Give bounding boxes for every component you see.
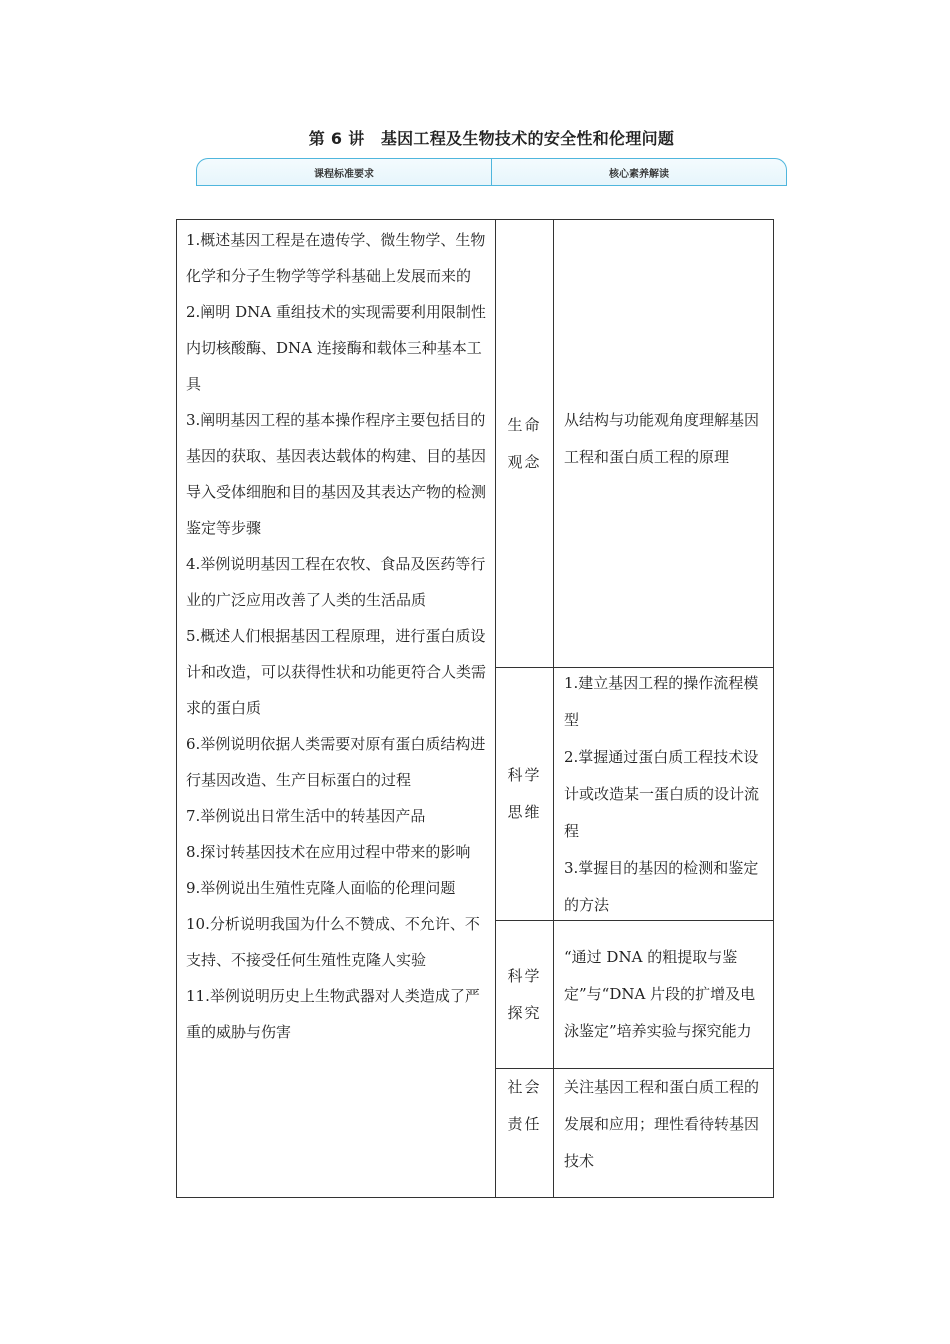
standard-item: 5.概述人们根据基因工程原理，进行蛋白质设计和改造，可以获得性状和功能更符合人类需求的蛋白质 [186,627,487,717]
literacy-item: 关注基因工程和蛋白质工程的发展和应用；理性看待转基因技术 [564,1078,760,1170]
literacy-content [554,921,773,1068]
standard-item: 4.举例说明基因工程在农牧、食品及医药等行业的广泛应用改善了人类的生活品质 [186,555,486,609]
standard-item: 6.举例说明依据人类需要对原有蛋白质结构进行基因改造、生产目标蛋白的过程 [186,735,486,789]
literacy-item: 3.掌握目的基因的检测和鉴定的方法 [564,858,759,914]
standard-item: 8.探讨转基因技术在应用过程中带来的影响 [186,843,471,861]
standard-item: 7.举例说出日常生活中的转基因产品 [186,807,426,825]
literacy-label: 科学思维 [496,668,554,920]
standard-item: 10.分析说明我国为什么不赞成、不允许、不支持、不接受任何生殖性克隆人实验 [186,915,480,969]
literacy-row-social-responsibility [496,1069,773,1197]
banner-curriculum-standards: 课程标准要求 [314,169,374,180]
literacy-row-scientific-inquiry [496,921,773,1069]
standard-item: 11.举例说明历史上生物武器对人类造成了严重的威胁与伤害 [186,987,480,1041]
literacy-label: 生命观念 [496,220,554,667]
page-title: 第 6 讲 基因工程及生物技术的安全性和伦理问题 [308,129,675,148]
curriculum-standards-column [177,220,496,1197]
section-banner [196,158,787,186]
standard-item: 2.阐明 DNA 重组技术的实现需要利用限制性内切核酸酶、DNA 连接酶和载体三种基本工具 [186,303,486,393]
literacy-item: “通过 DNA 的粗提取与鉴定”与“DNA 片段的扩增及电泳鉴定”培养实验与探究能力 [564,948,756,1040]
literacy-content [554,220,773,667]
literacy-row-life-concept [496,220,773,668]
standard-item: 9.举例说出生殖性克隆人面临的伦理问题 [186,879,456,897]
standards-table [176,219,774,1198]
banner-underline [196,185,787,186]
standard-item: 3.阐明基因工程的基本操作程序主要包括目的基因的获取、基因表达载体的构建、目的基因导入受体细胞和目的基因及其表达产物的检测鉴定等步骤 [186,411,487,537]
literacy-row-scientific-thinking [496,668,773,921]
literacy-label: 社会责任 [496,1069,554,1197]
literacy-content [554,1069,773,1197]
literacy-content [554,668,773,920]
literacy-label: 科学探究 [496,921,554,1068]
standard-item: 1.概述基因工程是在遗传学、微生物学、生物化学和分子生物学等学科基础上发展而来的 [186,231,486,285]
literacy-item: 从结构与功能观角度理解基因工程和蛋白质工程的原理 [564,411,760,466]
literacy-item: 1.建立基因工程的操作流程模型 [564,673,759,729]
literacy-item: 2.掌握通过蛋白质工程技术设计或改造某一蛋白质的设计流程 [564,747,760,840]
banner-core-literacy: 核心素养解读 [609,169,669,180]
